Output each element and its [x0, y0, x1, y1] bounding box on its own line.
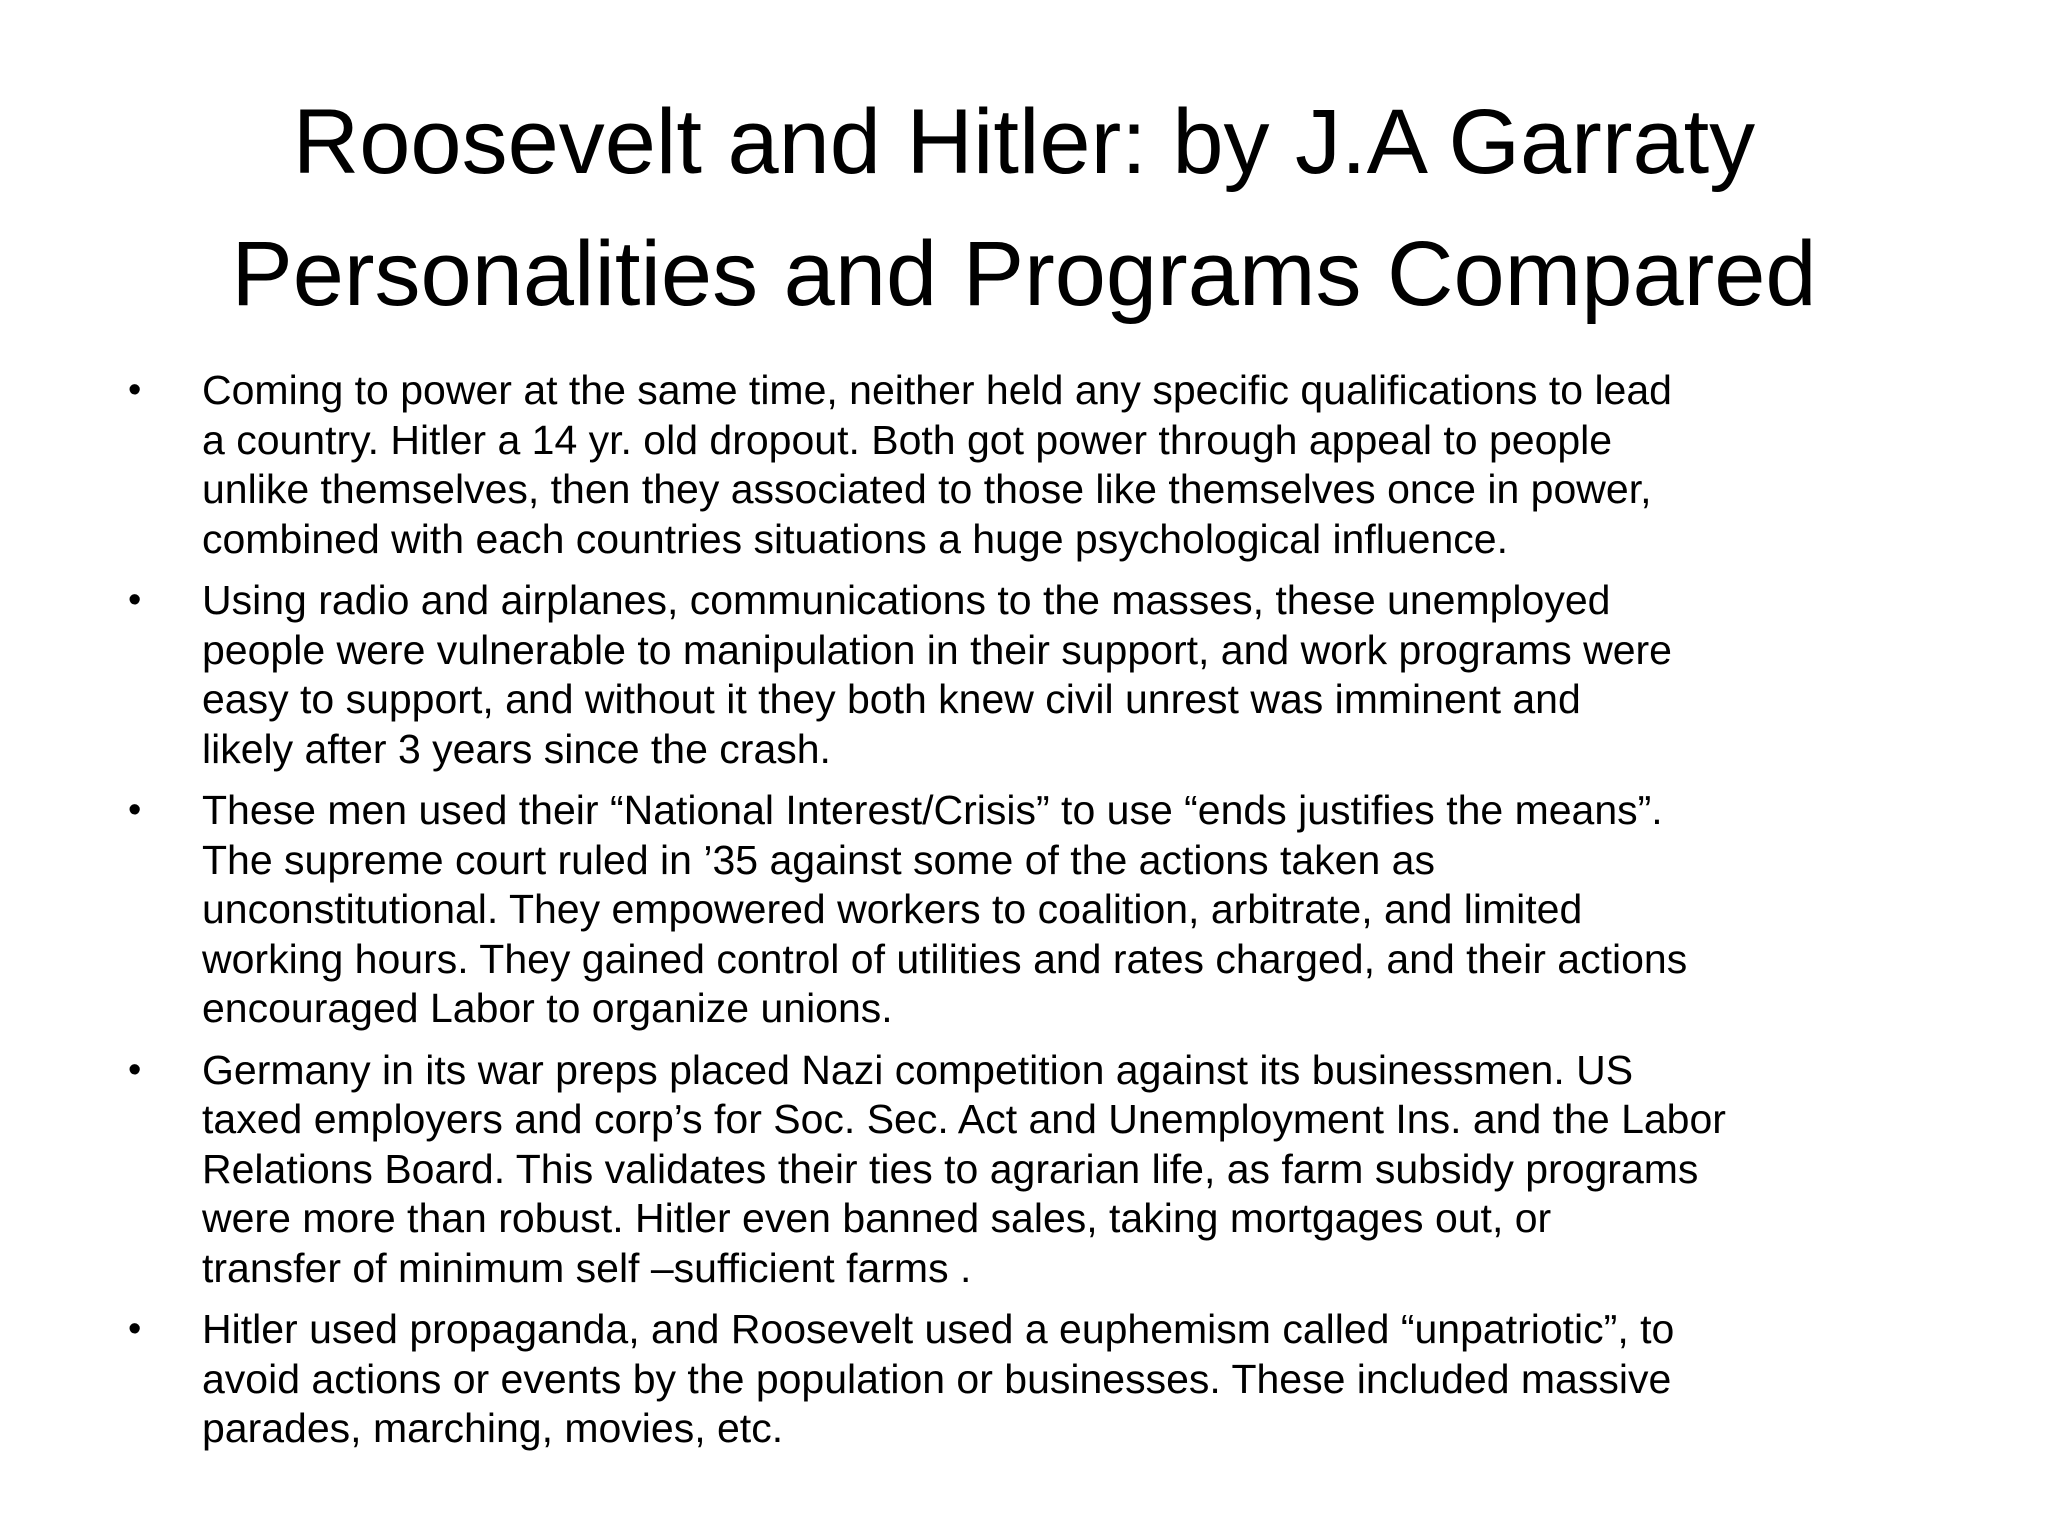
bullet-4-line-4: were more than robust. Hitler even banned sales, taking mortgages out, or: [202, 1195, 1552, 1241]
bullet-4-line-1: Germany in its war preps placed Nazi competition against its businessmen. US: [202, 1046, 1634, 1093]
bullet-3-line-1: These men used their “National Interest/Crisis” to use “ends justifies the means”.: [202, 787, 1663, 833]
bullet-marker: •: [128, 369, 142, 411]
bullet-item-5: [120, 1305, 1970, 1454]
bullet-1-line-4: combined with each countries situations a huge psychological influence.: [202, 515, 1508, 562]
bullet-2-line-1: Using radio and airplanes, communications to the masses, these unemployed: [202, 577, 1611, 623]
bullet-marker: •: [128, 789, 142, 831]
bullet-2-line-3: easy to support, and without it they both knew civil unrest was imminent and: [202, 676, 1581, 722]
bullet-list: [120, 366, 1970, 1466]
bullet-4-line-2: taxed employers and corp’s for Soc. Sec. Act and Unemployment Ins. and the Labor: [202, 1096, 1726, 1142]
bullet-item-2: [120, 576, 1970, 774]
bullet-2-line-2: people were vulnerable to manipulation in their support, and work programs were: [202, 626, 1672, 673]
slide-title-line-1: Roosevelt and Hitler: by J.A Garraty: [292, 91, 1756, 193]
bullet-4-line-5: transfer of minimum self –sufficient farms .: [202, 1244, 972, 1291]
bullet-5-line-1: Hitler used propaganda, and Roosevelt used a euphemism called “unpatriotic”, to: [202, 1306, 1675, 1352]
bullet-3-line-5: encouraged Labor to organize unions.: [202, 985, 893, 1031]
bullet-marker: •: [128, 1308, 142, 1350]
bullet-3-line-4: working hours. They gained control of utilities and rates charged, and their actions: [202, 935, 1688, 982]
bullet-3-line-3: unconstitutional. They empowered workers to coalition, arbitrate, and limited: [202, 886, 1583, 932]
bullet-1-line-3: unlike themselves, then they associated to those like themselves once in power,: [202, 466, 1652, 512]
bullet-marker: •: [128, 1048, 142, 1091]
slide-title-line-2: Personalities and Programs Compared: [231, 223, 1817, 325]
bullet-1-line-1: Coming to power at the same time, neither held any specific qualifications to lead: [202, 367, 1672, 413]
bullet-1-line-2: a country. Hitler a 14 yr. old dropout. Both got power through appeal to people: [202, 416, 1613, 463]
bullet-5-line-3: parades, marching, movies, etc.: [202, 1405, 784, 1451]
bullet-5-line-2: avoid actions or events by the population or businesses. These included massive: [202, 1355, 1672, 1402]
slide-title: [100, 76, 1948, 340]
bullet-2-line-4: likely after 3 years since the crash.: [202, 725, 831, 772]
bullet-4-line-3: Relations Board. This validates their ties to agrarian life, as farm subsidy programs: [202, 1145, 1699, 1192]
bullet-marker: •: [128, 579, 142, 621]
bullet-item-4: [120, 1046, 1970, 1294]
bullet-item-1: [120, 366, 1970, 564]
bullet-3-line-2: The supreme court ruled in ’35 against some of the actions taken as: [202, 836, 1435, 883]
bullet-item-3: [120, 786, 1970, 1034]
